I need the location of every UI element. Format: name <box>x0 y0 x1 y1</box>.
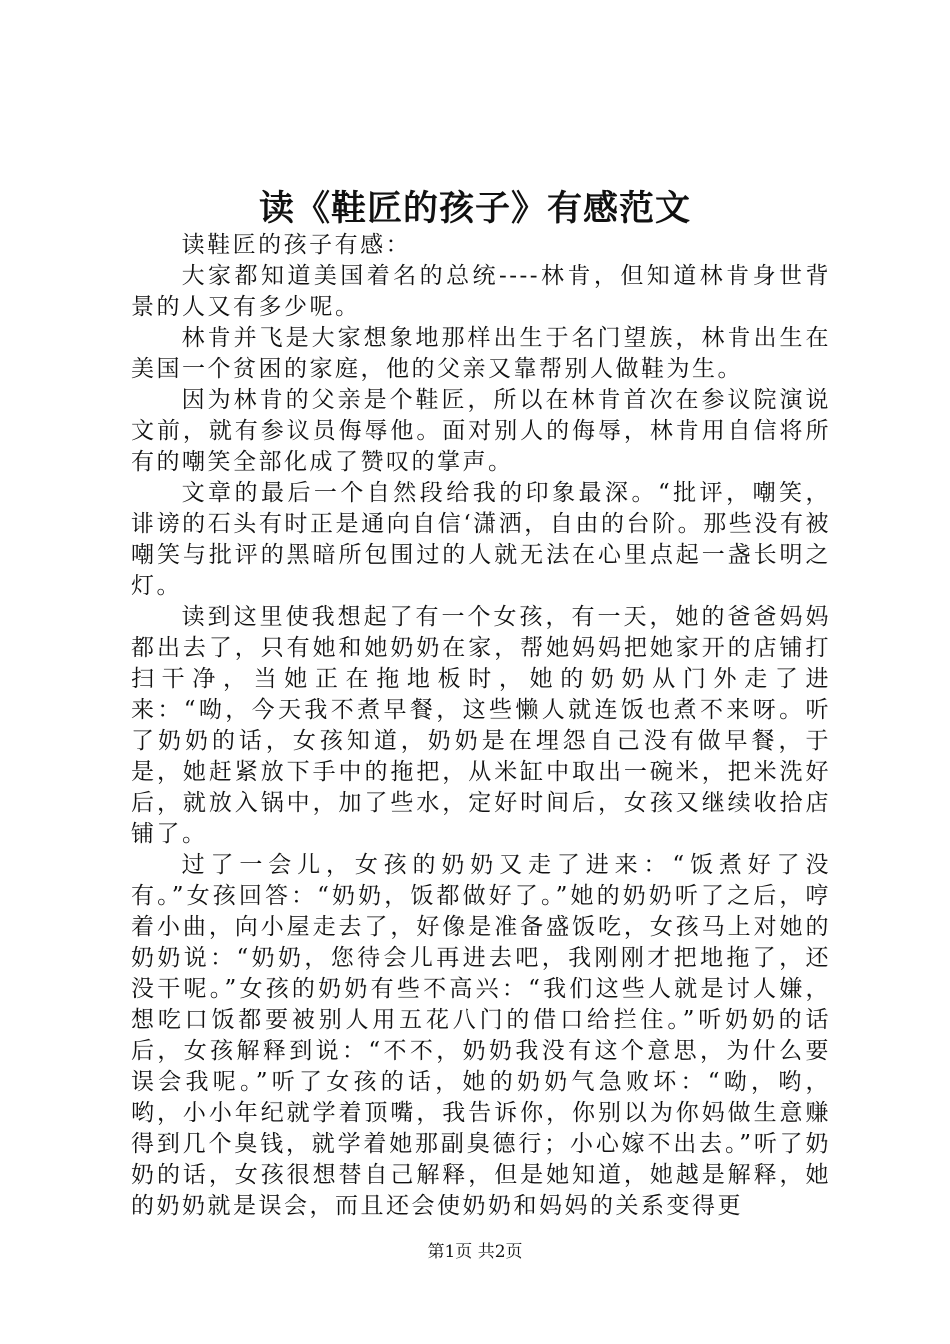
paragraph: 读到这里使我想起了有一个女孩，有一天，她的爸爸妈妈都出去了，只有她和她奶奶在家，帮她妈妈把她家开的店铺打扫干净，当她正在拖地板时，她的奶奶从门外走了进来：“呦，今天我不煮早餐，这些懒人就连饭也煮不来呀。听了奶奶的话，女孩知道，奶奶是在埋怨自己没有做早餐，于是，她赶紧放下手中的拖把，从米缸中取出一碗米，把米洗好后，就放入锅中，加了些水，定好时间后，女孩又继续收拾店铺了。 <box>131 604 831 847</box>
paragraph: 林肯并飞是大家想象地那样出生于名门望族，林肯出生在美国一个贫困的家庭，他的父亲又靠帮别人做鞋为生。 <box>131 325 831 382</box>
paragraph: 大家都知道美国着名的总统----林肯，但知道林肯身世背景的人又有多少呢。 <box>131 263 831 320</box>
paragraph: 读鞋匠的孩子有感： <box>181 232 412 258</box>
page-footer: 第1页 共2页 <box>427 1242 523 1262</box>
document-title: 读《鞋匠的孩子》有感范文 <box>258 188 691 229</box>
paragraph: 因为林肯的父亲是个鞋匠，所以在林肯首次在参议院演说文前，就有参议员侮辱他。面对别人的侮辱，林肯用自信将所有的嘲笑全部化成了赞叹的掌声。 <box>131 387 831 475</box>
document-body <box>131 230 831 1222</box>
paragraph: 文章的最后一个自然段给我的印象最深。“批评，嘲笑，诽谤的石头有时正是通向自信‘潇洒，自由的台阶。那些没有被嘲笑与批评的黑暗所包围过的人就无法在心里点起一盏长明之灯。 <box>131 480 831 599</box>
paragraph: 过了一会儿，女孩的奶奶又走了进来：“饭煮好了没有。”女孩回答：“奶奶，饭都做好了。”她的奶奶听了之后，哼着小曲，向小屋走去了，好像是准备盛饭吃，女孩马上对她的奶奶说：“奶奶，您待会儿再进去吧，我刚刚才把地拖了，还没干呢。”女孩的奶奶有些不高兴：“我们这些人就是讨人嫌，想吃口饭都要被别人用五花八门的借口给拦住。”听奶奶的话后，女孩解释到说：“不不，奶奶我没有这个意思，为什么要误会我呢。”听了女孩的话，她的奶奶气急败坏：“呦，哟，哟，小小年纪就学着顶嘴，我告诉你，你别以为你妈做生意赚得到几个臭钱，就学着她那副臭德行；小心嫁不出去。”听了奶奶的话，女孩很想替自己解释，但是她知道，她越是解释，她的奶奶就是误会，而且还会使奶奶和妈妈的关系变得更 <box>131 852 831 1219</box>
